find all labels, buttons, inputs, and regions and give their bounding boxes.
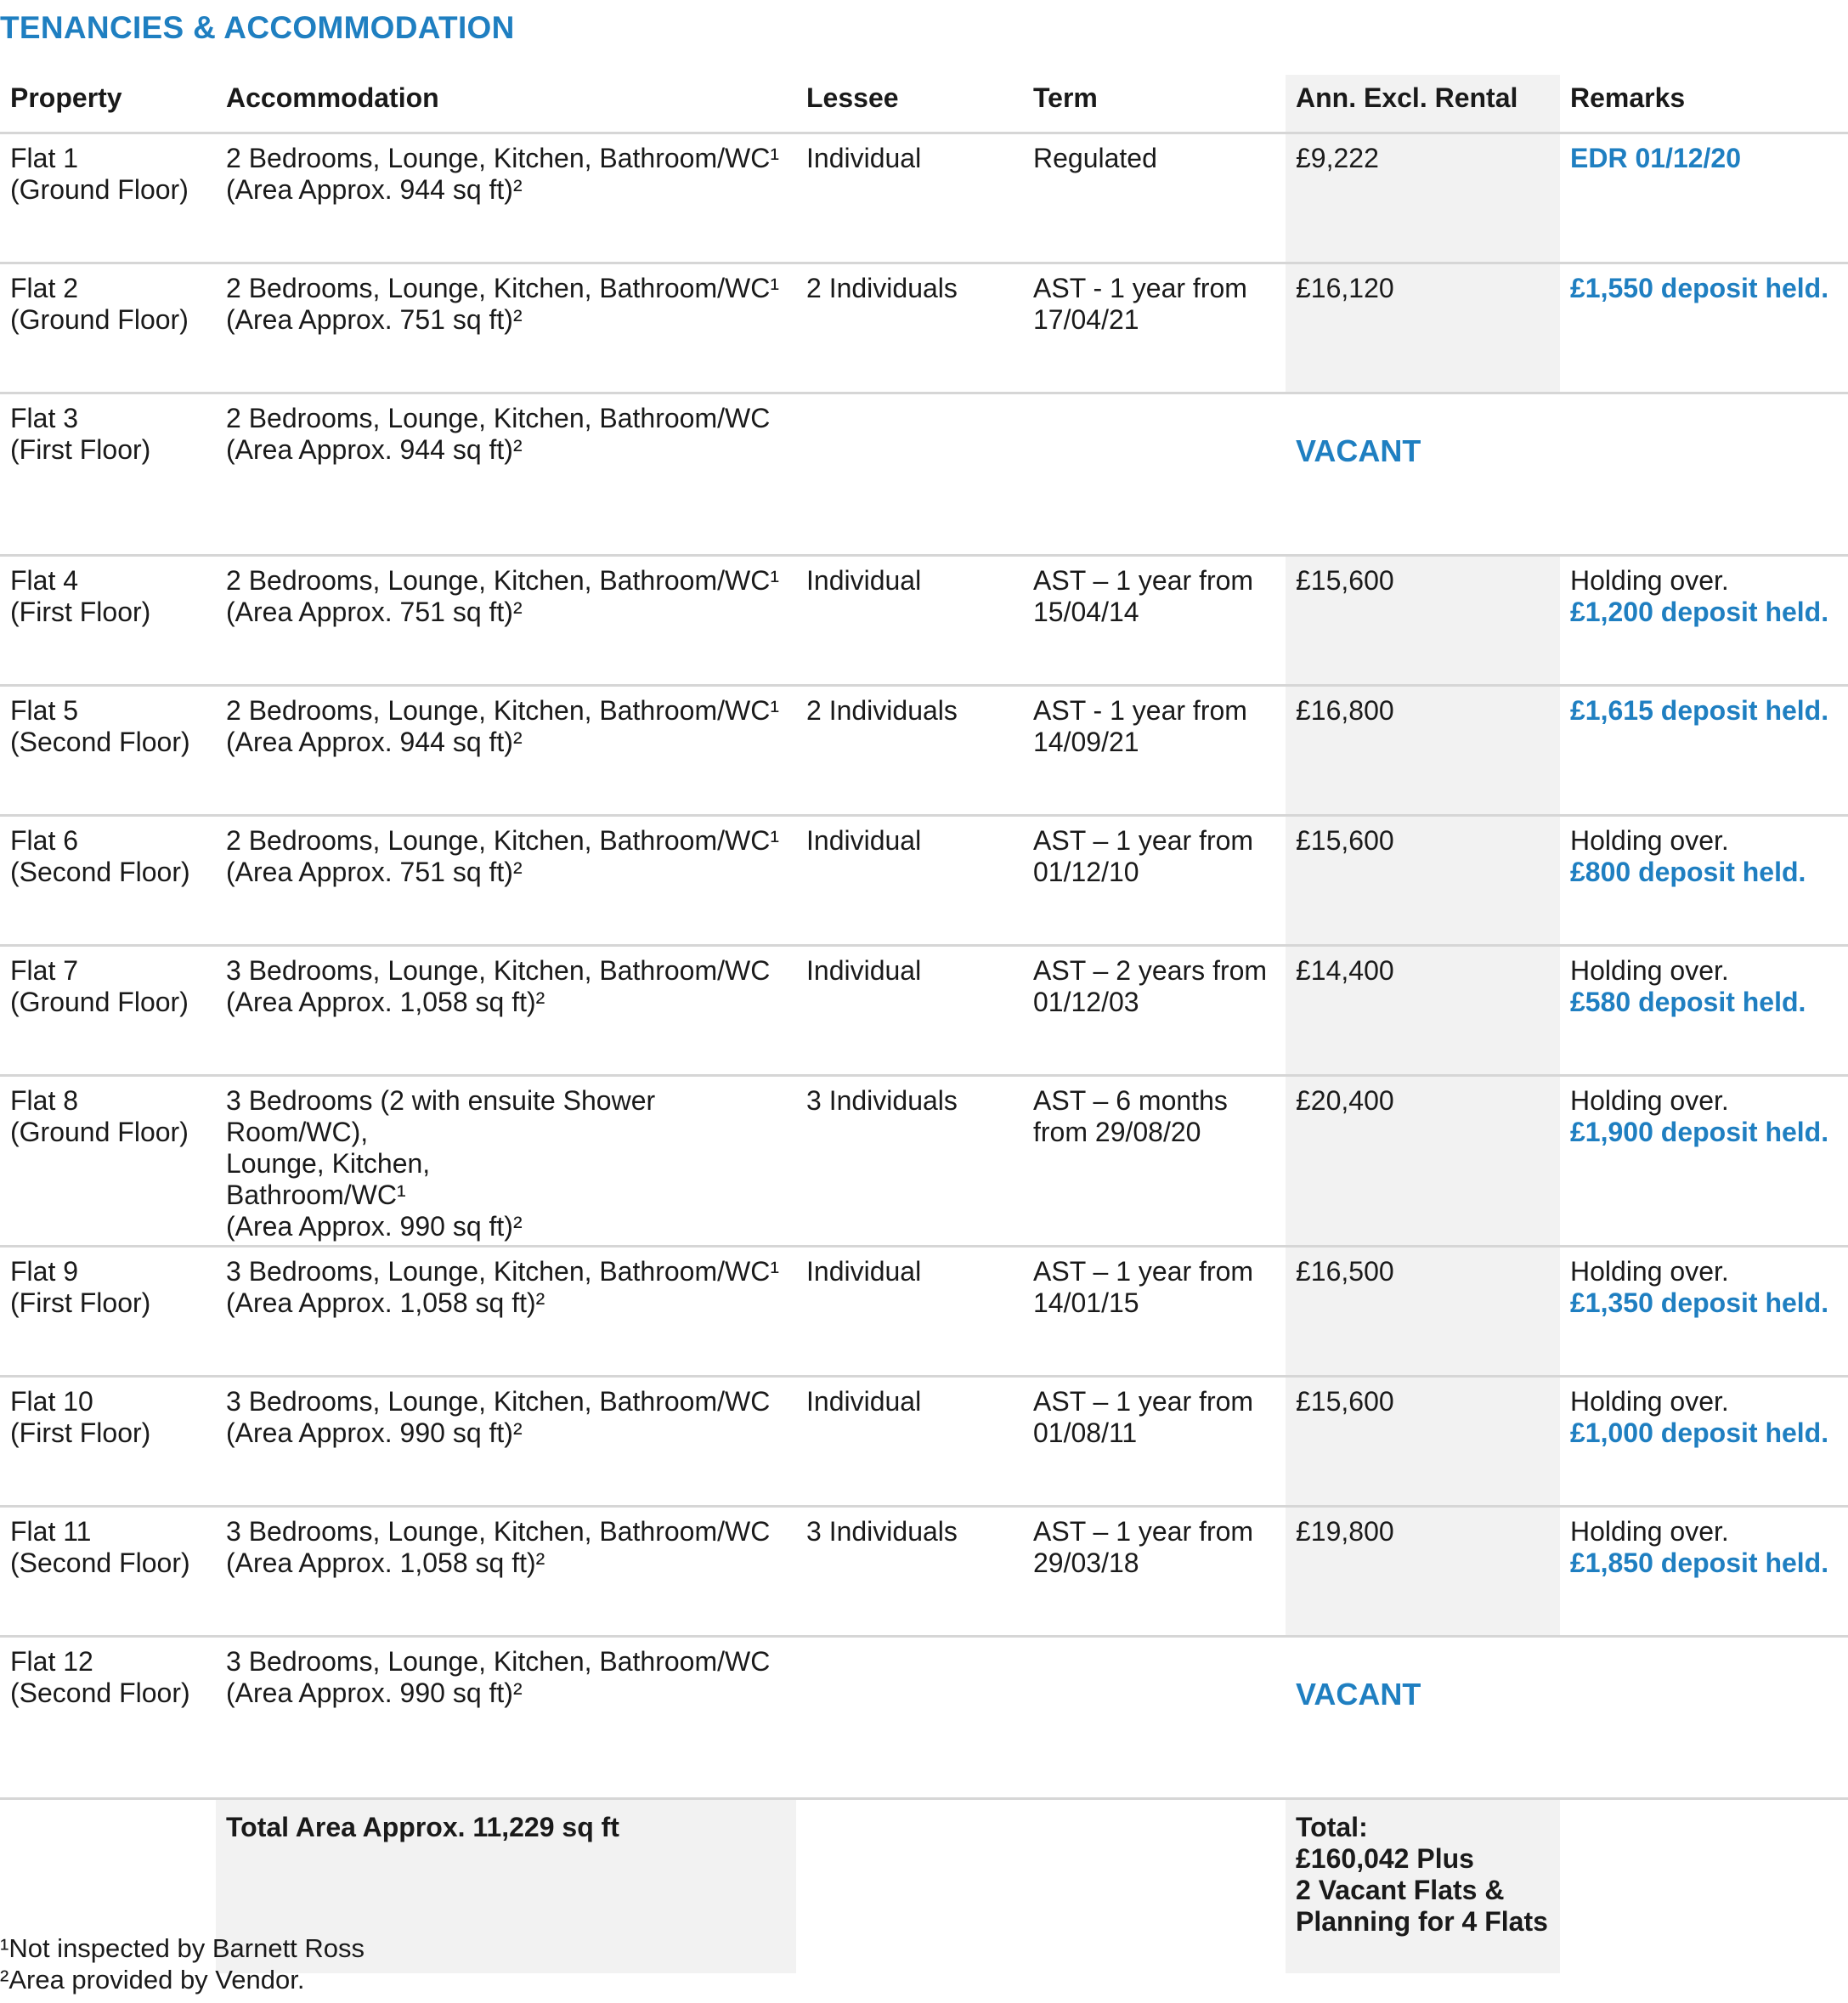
accommodation-cell: 3 Bedrooms, Lounge, Kitchen, Bathroom/WC (Area Approx. 990 sq ft)² <box>216 1377 796 1507</box>
accommodation-cell: 3 Bedrooms, Lounge, Kitchen, Bathroom/WC (Area Approx. 990 sq ft)² <box>216 1637 796 1799</box>
term-cell: AST - 1 year from 14/09/21 <box>1023 686 1286 816</box>
rental-cell: £15,600 <box>1286 816 1560 946</box>
accommodation-cell: 2 Bedrooms, Lounge, Kitchen, Bathroom/WC¹ (Area Approx. 944 sq ft)² <box>216 686 796 816</box>
total-rental: Total: £160,042 Plus 2 Vacant Flats & Planning for 4 Flats <box>1286 1799 1560 1974</box>
header-lessee: Lessee <box>796 75 1023 133</box>
remarks-cell <box>1560 686 1848 816</box>
remark-note: Holding over. <box>1570 1085 1729 1116</box>
header-rental: Ann. Excl. Rental <box>1286 75 1560 133</box>
term-cell <box>1023 1637 1286 1799</box>
page-title: TENANCIES & ACCOMMODATION <box>0 10 515 45</box>
table-row-vacant <box>0 1637 1848 1799</box>
lessee-cell: Individual <box>796 816 1023 946</box>
accommodation-cell: 2 Bedrooms, Lounge, Kitchen, Bathroom/WC¹ (Area Approx. 751 sq ft)² <box>216 263 796 393</box>
lessee-cell <box>796 393 1023 556</box>
property-cell: Flat 5 (Second Floor) <box>0 686 216 816</box>
table-header-row <box>0 75 1848 133</box>
remark-highlight: £1,200 deposit held. <box>1570 597 1829 627</box>
accommodation-cell: 3 Bedrooms (2 with ensuite Shower Room/WC), Lounge, Kitchen, Bathroom/WC¹ (Area Approx. 990 sq ft)² <box>216 1076 796 1247</box>
property-cell: Flat 10 (First Floor) <box>0 1377 216 1507</box>
remark-highlight: £580 deposit held. <box>1570 987 1806 1017</box>
accommodation-cell: 2 Bedrooms, Lounge, Kitchen, Bathroom/WC¹ (Area Approx. 944 sq ft)² <box>216 133 796 263</box>
remark-highlight: £800 deposit held. <box>1570 857 1806 887</box>
vacant-label: VACANT <box>1286 1637 1848 1799</box>
remark-highlight: EDR 01/12/20 <box>1570 143 1742 173</box>
term-cell: AST – 1 year from 01/12/10 <box>1023 816 1286 946</box>
rental-cell: £16,120 <box>1286 263 1560 393</box>
vacant-label: VACANT <box>1286 393 1848 556</box>
table-row <box>0 1247 1848 1377</box>
term-cell: AST - 1 year from 17/04/21 <box>1023 263 1286 393</box>
remark-highlight: £1,350 deposit held. <box>1570 1287 1829 1318</box>
remarks-cell <box>1560 946 1848 1076</box>
table-row <box>0 1076 1848 1247</box>
remark-note: Holding over. <box>1570 1516 1729 1547</box>
rental-cell: £16,800 <box>1286 686 1560 816</box>
remark-highlight: £1,850 deposit held. <box>1570 1548 1829 1578</box>
remark-highlight: £1,900 deposit held. <box>1570 1117 1829 1147</box>
accommodation-cell: 3 Bedrooms, Lounge, Kitchen, Bathroom/WC (Area Approx. 1,058 sq ft)² <box>216 946 796 1076</box>
term-cell: AST – 1 year from 29/03/18 <box>1023 1507 1286 1637</box>
table-row <box>0 946 1848 1076</box>
accommodation-cell: 2 Bedrooms, Lounge, Kitchen, Bathroom/WC¹ (Area Approx. 751 sq ft)² <box>216 816 796 946</box>
table-row <box>0 556 1848 686</box>
table-row <box>0 133 1848 263</box>
term-cell: AST – 1 year from 01/08/11 <box>1023 1377 1286 1507</box>
table-row <box>0 816 1848 946</box>
term-cell: AST – 6 months from 29/08/20 <box>1023 1076 1286 1247</box>
lessee-cell: 2 Individuals <box>796 263 1023 393</box>
lessee-cell: 2 Individuals <box>796 686 1023 816</box>
property-cell: Flat 12 (Second Floor) <box>0 1637 216 1799</box>
lessee-cell: 3 Individuals <box>796 1507 1023 1637</box>
remark-note: Holding over. <box>1570 825 1729 856</box>
table-row-vacant <box>0 393 1848 556</box>
table-row <box>0 686 1848 816</box>
remarks-cell <box>1560 263 1848 393</box>
table-row <box>0 263 1848 393</box>
property-cell: Flat 4 (First Floor) <box>0 556 216 686</box>
rental-cell: £15,600 <box>1286 556 1560 686</box>
footnote-2: ²Area provided by Vendor. <box>0 1965 305 1995</box>
remark-note: Holding over. <box>1570 955 1729 986</box>
header-accommodation: Accommodation <box>216 75 796 133</box>
property-cell: Flat 1 (Ground Floor) <box>0 133 216 263</box>
remark-note: Holding over. <box>1570 1386 1729 1417</box>
remark-highlight: £1,000 deposit held. <box>1570 1417 1829 1448</box>
property-cell: Flat 8 (Ground Floor) <box>0 1076 216 1247</box>
rental-cell: £16,500 <box>1286 1247 1560 1377</box>
property-cell: Flat 11 (Second Floor) <box>0 1507 216 1637</box>
lessee-cell <box>796 1637 1023 1799</box>
remarks-cell <box>1560 1377 1848 1507</box>
term-cell: Regulated <box>1023 133 1286 263</box>
lessee-cell: Individual <box>796 1247 1023 1377</box>
rental-cell: £14,400 <box>1286 946 1560 1076</box>
footnotes <box>0 1932 365 1995</box>
term-cell: AST – 1 year from 14/01/15 <box>1023 1247 1286 1377</box>
table-row <box>0 1377 1848 1507</box>
property-cell: Flat 6 (Second Floor) <box>0 816 216 946</box>
header-term: Term <box>1023 75 1286 133</box>
rental-cell: £19,800 <box>1286 1507 1560 1637</box>
table-row <box>0 1507 1848 1637</box>
header-property: Property <box>0 75 216 133</box>
property-cell: Flat 2 (Ground Floor) <box>0 263 216 393</box>
header-remarks: Remarks <box>1560 75 1848 133</box>
remark-highlight: £1,615 deposit held. <box>1570 695 1829 726</box>
accommodation-cell: 2 Bedrooms, Lounge, Kitchen, Bathroom/WC (Area Approx. 944 sq ft)² <box>216 393 796 556</box>
total-area: Total Area Approx. 11,229 sq ft <box>216 1799 796 1974</box>
remarks-cell <box>1560 1507 1848 1637</box>
property-cell: Flat 7 (Ground Floor) <box>0 946 216 1076</box>
term-cell: AST – 1 year from 15/04/14 <box>1023 556 1286 686</box>
remarks-cell <box>1560 556 1848 686</box>
remarks-cell <box>1560 133 1848 263</box>
lessee-cell: Individual <box>796 1377 1023 1507</box>
lessee-cell: 3 Individuals <box>796 1076 1023 1247</box>
remarks-cell <box>1560 1247 1848 1377</box>
lessee-cell: Individual <box>796 133 1023 263</box>
remark-note: Holding over. <box>1570 1256 1729 1287</box>
term-cell <box>1023 393 1286 556</box>
accommodation-cell: 3 Bedrooms, Lounge, Kitchen, Bathroom/WC (Area Approx. 1,058 sq ft)² <box>216 1507 796 1637</box>
remarks-cell <box>1560 816 1848 946</box>
footnote-1: ¹Not inspected by Barnett Ross <box>0 1933 365 1963</box>
lessee-cell: Individual <box>796 556 1023 686</box>
term-cell: AST – 2 years from 01/12/03 <box>1023 946 1286 1076</box>
lessee-cell: Individual <box>796 946 1023 1076</box>
property-cell: Flat 3 (First Floor) <box>0 393 216 556</box>
accommodation-cell: 3 Bedrooms, Lounge, Kitchen, Bathroom/WC¹ (Area Approx. 1,058 sq ft)² <box>216 1247 796 1377</box>
rental-cell: £15,600 <box>1286 1377 1560 1507</box>
rental-cell: £9,222 <box>1286 133 1560 263</box>
tenancy-schedule-table <box>0 75 1848 1973</box>
property-cell: Flat 9 (First Floor) <box>0 1247 216 1377</box>
remarks-cell <box>1560 1076 1848 1247</box>
rental-cell: £20,400 <box>1286 1076 1560 1247</box>
remark-note: Holding over. <box>1570 565 1729 596</box>
remark-highlight: £1,550 deposit held. <box>1570 273 1829 303</box>
accommodation-cell: 2 Bedrooms, Lounge, Kitchen, Bathroom/WC¹ (Area Approx. 751 sq ft)² <box>216 556 796 686</box>
